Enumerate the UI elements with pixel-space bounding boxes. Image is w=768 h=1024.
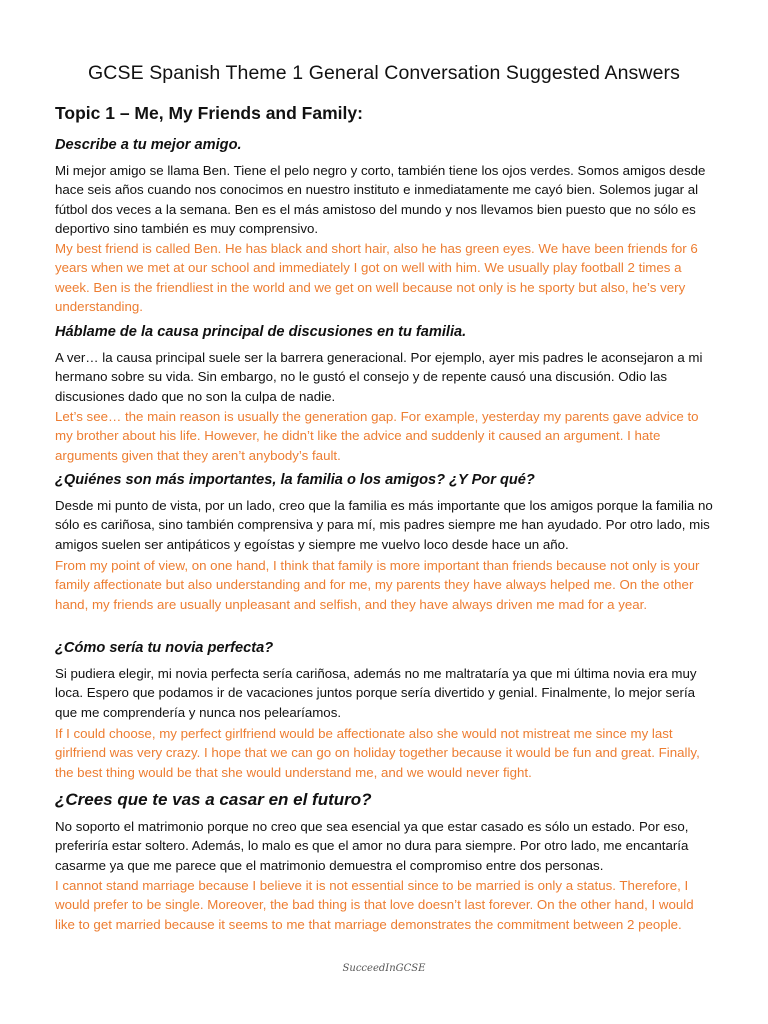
english-translation: My best friend is called Ben. He has black and short hair, also he has green eyes. We have been friends for 6 years when we met at our school and immediately I got on well with him. We usually play football 2 times a week. Ben is the friendliest in the world and we get on well because not only is he sporty but also, he’s very understanding. (55, 241, 698, 314)
footer-signature: SucceedInGCSE (342, 963, 426, 974)
spanish-answer: No soporto el matrimonio porque no creo que sea esencial ya que estar casado es sólo un estado. Por eso, preferiría estar soltero. Además, lo malo es que el amor no dura para siempre. Por otro lado, me encantaría casarme ya que me parece que el matrimonio demuestra el compromiso entre dos personas. (55, 819, 689, 873)
document-title: GCSE Spanish Theme 1 General Conversation Suggested Answers (88, 62, 680, 84)
question-heading: ¿Quiénes son más importantes, la familia o los amigos? ¿Y Por qué? (55, 472, 535, 488)
spanish-answer: A ver… la causa principal suele ser la barrera generacional. Por ejemplo, ayer mis padres le aconsejaron a mi hermano sobre su vida. Sin embargo, no le gustó el consejo y de repente causó una discusión. Odio las discusiones dado que no son la culpa de nadie. (55, 350, 703, 404)
english-translation: Let’s see… the main reason is usually the generation gap. For example, yesterday my parents gave advice to my brother about his life. However, he didn’t like the advice and suddenly it caused an argument. I hate arguments given that they aren’t anybody’s fault. (55, 409, 699, 463)
question-heading: Describe a tu mejor amigo. (55, 137, 242, 153)
english-translation: If I could choose, my perfect girlfriend would be affectionate also she would not mistreat me since my last girlfriend was very crazy. I hope that we can go on holiday together because it would be fun and great. Finally, the best thing would be that she would understand me, and we would never fight. (55, 726, 700, 780)
spanish-answer: Mi mejor amigo se llama Ben. Tiene el pelo negro y corto, también tiene los ojos verdes. Somos amigos desde hace seis años cuando nos conocimos en nuestro instituto e inmediatamente me cayó bien. Solemos jugar al fútbol dos veces a la semana. Ben es el más amistoso del mundo y nos llevamos bien puesto que no sólo es deportivo sino también es muy comprensivo. (55, 163, 706, 236)
topic-heading: Topic 1 – Me, My Friends and Family: (55, 103, 363, 123)
question-heading: ¿Cómo sería tu novia perfecta? (55, 640, 274, 656)
question-heading: Háblame de la causa principal de discusiones en tu familia. (55, 324, 467, 340)
question-heading: ¿Crees que te vas a casar en el futuro? (55, 790, 372, 809)
spanish-answer: Si pudiera elegir, mi novia perfecta sería cariñosa, además no me maltrataría ya que mi última novia era muy loca. Espero que podamos ir de vacaciones juntos porque sería divertido y genial. Finalmente, lo mejor sería que me comprendería y nunca nos pelearíamos. (55, 666, 697, 720)
english-translation: From my point of view, on one hand, I think that family is more important than friends because not only is your family affectionate but also understanding and for me, my parents they have always helped me. On the other hand, my friends are usually unpleasant and selfish, and they have always driven me mad for a year. (55, 558, 700, 612)
spanish-answer: Desde mi punto de vista, por un lado, creo que la familia es más importante que los amigos porque la familia no sólo es cariñosa, sino también comprensiva y para mí, mis padres siempre me han ayudado. Por otro lado, mis amigos suelen ser antipáticos y egoístas y siempre me vuelvo loco desde hace un año. (55, 498, 713, 552)
english-translation: I cannot stand marriage because I believe it is not essential since to be married is only a status. Therefore, I would prefer to be single. Moreover, the bad thing is that love doesn’t last forever. On the other hand, I would like to get married because it seems to me that marriage demonstrates the commitment between 2 people. (55, 878, 694, 932)
